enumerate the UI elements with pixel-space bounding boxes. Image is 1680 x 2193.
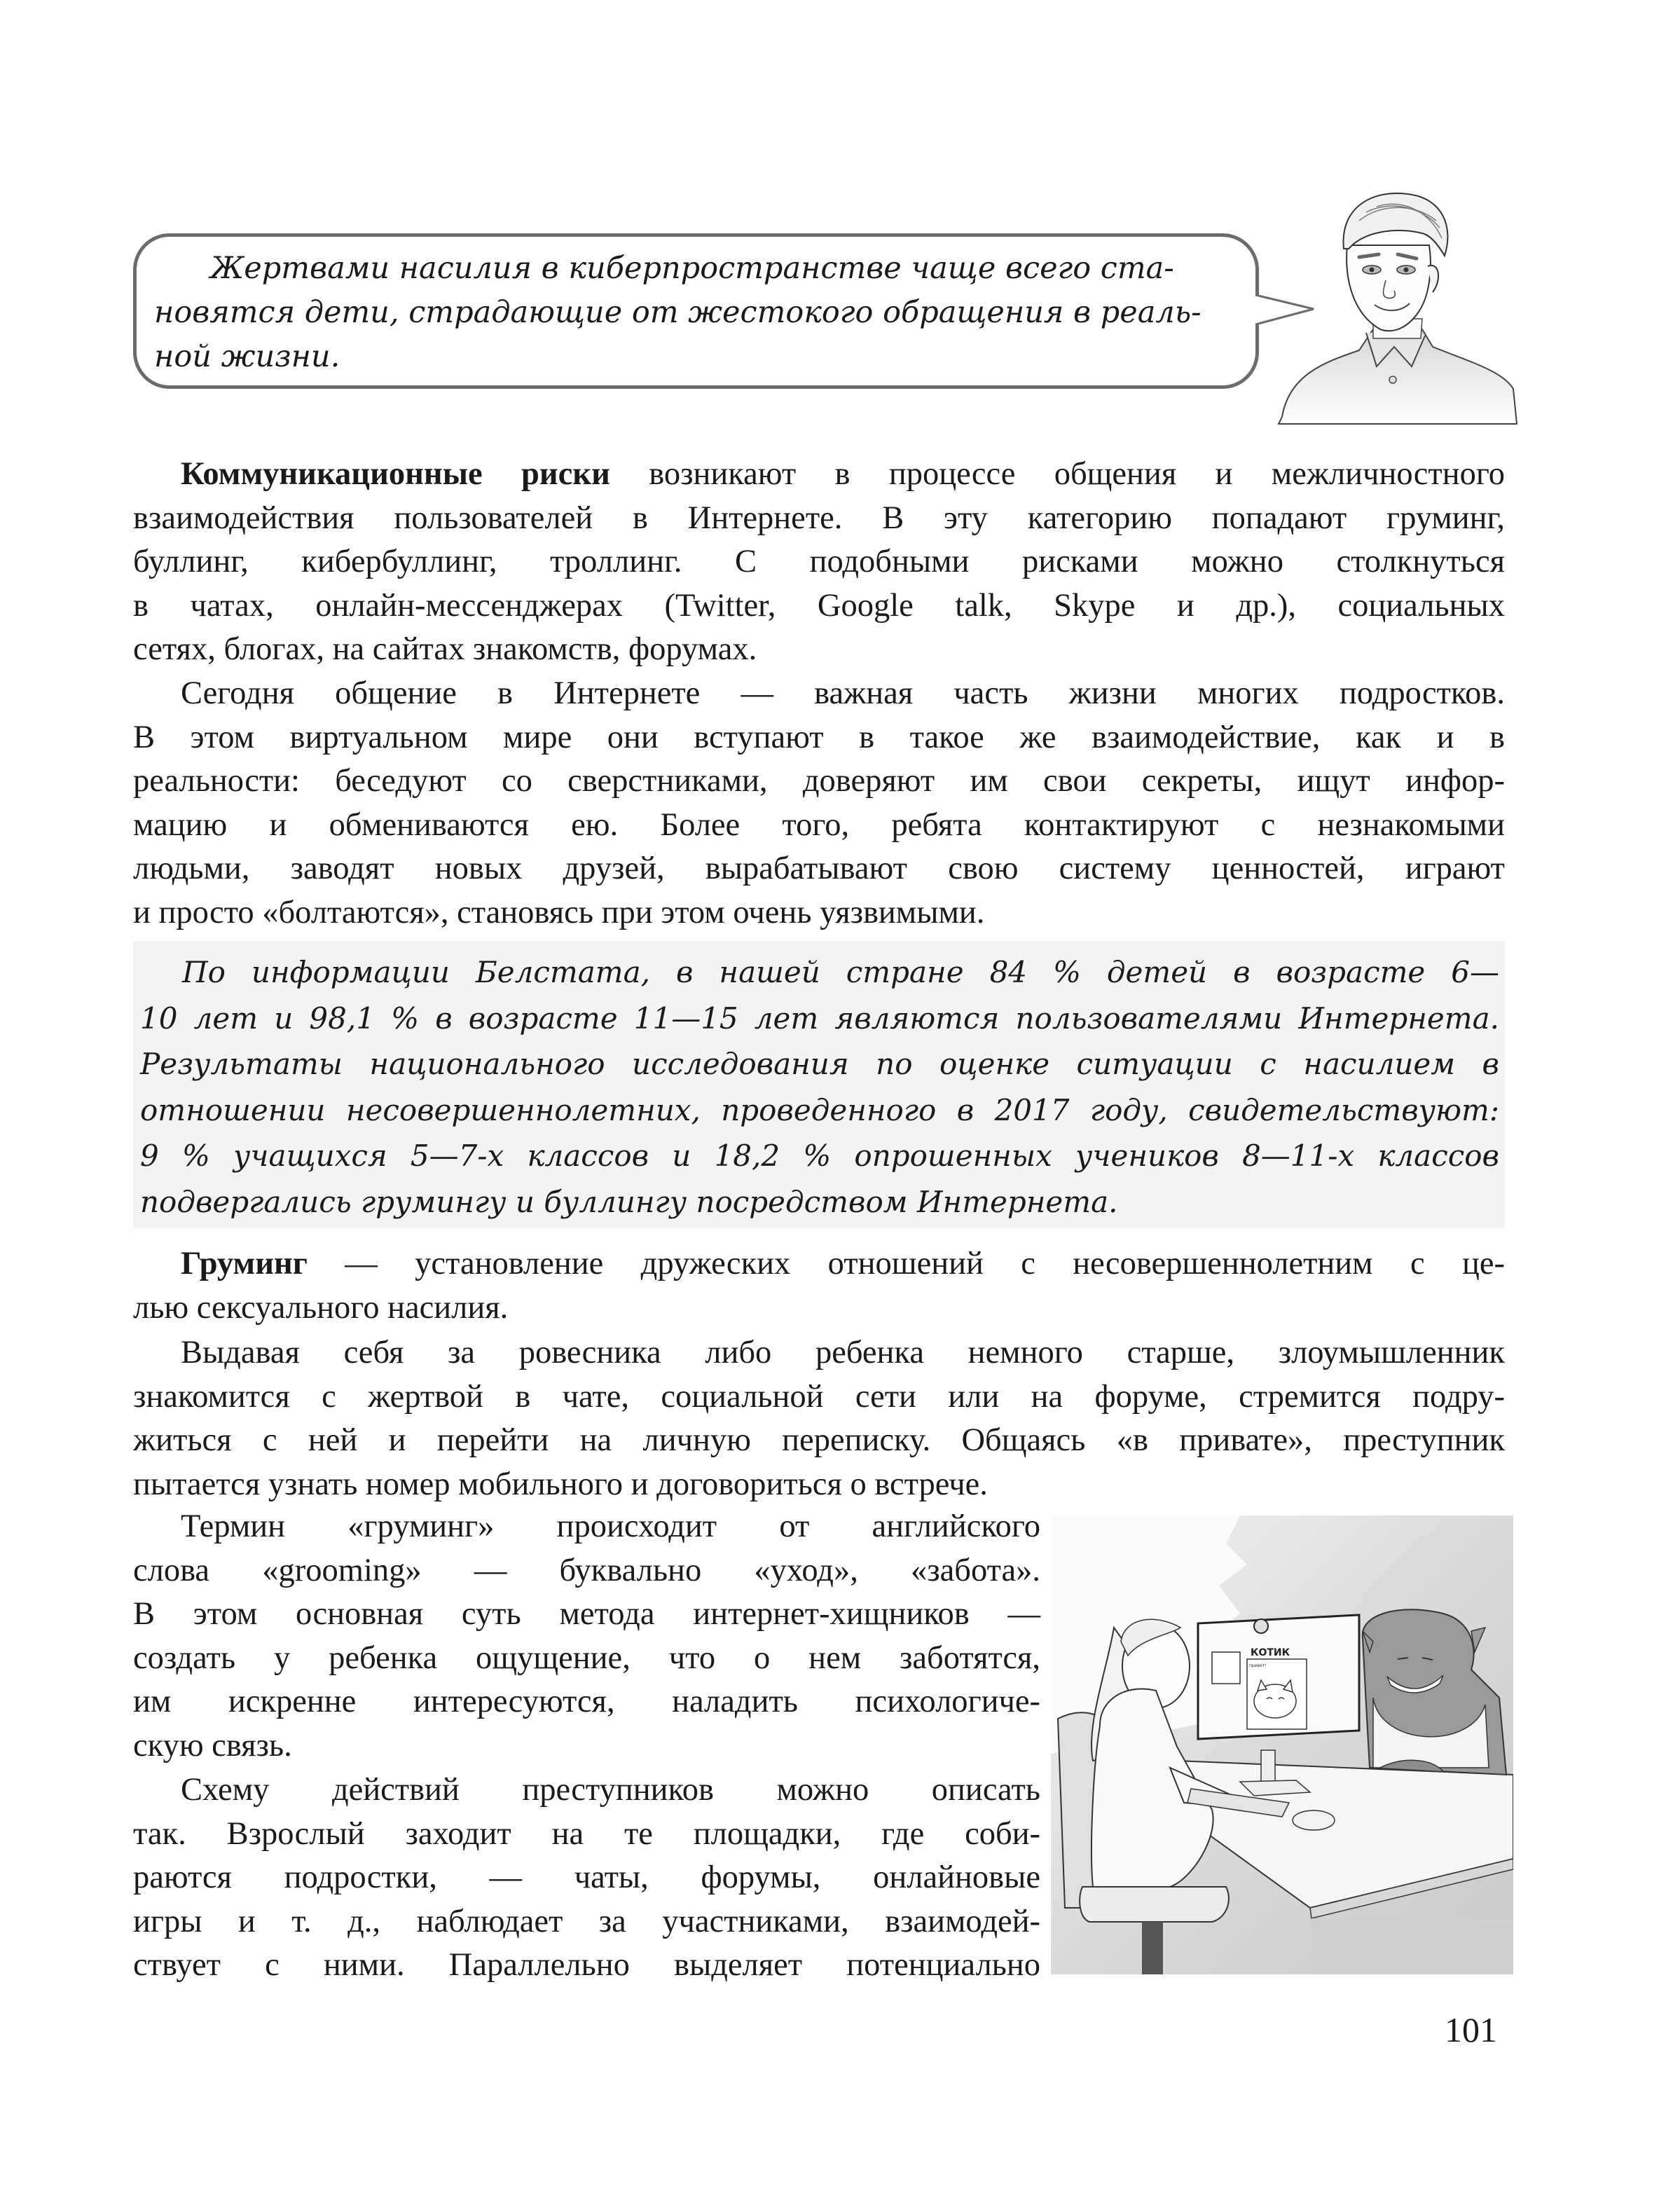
speech-bubble-text (154, 247, 1237, 379)
text-line: Груминг — установление дружеских отношений с несовершеннолетним с це- (181, 1246, 1505, 1281)
fact-line: 9 % учащихся 5—7-х классов и 18,2 % опрошенных учеников 8—11-х классов (140, 1139, 1499, 1173)
fact-line: Результаты национального исследования по оценке ситуации с насилием в (140, 1047, 1499, 1081)
text-line: житься с ней и перейти на личную переписку. Общаясь «в привате», преступник (133, 1422, 1505, 1458)
text-line: В этом основная суть метода интернет-хищников — (133, 1596, 1040, 1632)
fact-line: отношении несовершеннолетних, проведенного в 2017 году, свидетельствуют: (140, 1092, 1499, 1127)
text-line: буллинг, кибербуллинг, троллинг. С подобными рисками можно столкнуться (133, 544, 1505, 579)
paragraph-communication-risks (133, 453, 1505, 672)
paragraph-criminal-scheme (133, 1768, 1040, 1988)
text-line: Сегодня общение в Интернете — важная часть жизни многих подростков. (181, 675, 1505, 711)
paragraph-grooming-definition (133, 1242, 1505, 1330)
page-number: 101 (1445, 2010, 1497, 2049)
bubble-line: ной жизни. (154, 339, 340, 374)
bubble-line: новятся дети, страдающие от жестокого обращения в реаль- (154, 295, 1202, 330)
text-line: им искренне интересуются, наладить психологиче- (133, 1684, 1040, 1719)
text-line: пытается узнать номер мобильного и договориться о встрече. (133, 1466, 988, 1502)
term-communication-risks: Коммуникационные риски (181, 456, 610, 492)
text-line: ствует с ними. Параллельно выделяет потенциально (133, 1947, 1040, 1983)
text-line: В этом виртуальном мире они вступают в такое же взаимодействие, как и в (133, 719, 1505, 755)
text-line: сетях, блогах, на сайтах знакомств, форумах. (133, 631, 757, 667)
text-line: взаимодействия пользователей в Интернете. В эту категорию попадают груминг, (133, 500, 1505, 536)
text-line: лью сексуального насилия. (133, 1289, 509, 1326)
fact-line: По информации Белстата, в нашей стране 84 % детей в возрасте 6— (182, 955, 1499, 989)
text-line: Коммуникационные риски возникают в процессе общения и межличностного (181, 456, 1505, 492)
text-line: и просто «болтаются», становясь при этом очень уязвимыми. (133, 894, 985, 930)
text-line: реальности: беседуют со сверстниками, доверяют им свои секреты, ищут инфор- (133, 763, 1505, 799)
text-line: Схему действий преступников можно описать (181, 1772, 1040, 1808)
fact-line: подвергались грумингу и буллингу посредством Интернета. (140, 1184, 1118, 1219)
text-line: так. Взрослый заходит на те площадки, где соби- (133, 1815, 1040, 1852)
statistics-fact-text (140, 949, 1499, 1225)
grooming-scene-illustration (1051, 1515, 1513, 1974)
text-line: в чатах, онлайн-мессенджерах (Twitter, Google talk, Skype и др.), социальных (133, 587, 1505, 624)
text-line: раются подростки, — чаты, форумы, онлайновые (133, 1859, 1040, 1895)
paragraph-grooming-etymology (133, 1505, 1040, 1768)
term-grooming: Груминг (181, 1246, 308, 1281)
grooming-scene-drawing (1051, 1515, 1513, 1974)
bubble-line: Жертвами насилия в киберпространстве чаще всего ста- (210, 251, 1174, 286)
paragraph-predator-tactics (133, 1331, 1505, 1506)
text-line: людьми, заводят новых друзей, вырабатывают свою систему ценностей, играют (133, 851, 1505, 886)
text-line: Выдавая себя за ровесника либо ребенка немного старше, злоумышленник (181, 1335, 1505, 1370)
fact-line: 10 лет и 98,1 % в возрасте 11—15 лет являются пользователями Интернета. (140, 1001, 1499, 1036)
text-line: создать у ребенка ощущение, что о нем заботятся, (133, 1639, 1040, 1676)
text-line: слова «grooming» — буквально «уход», «забота». (133, 1552, 1040, 1588)
text-line: Термин «груминг» происходит от английского (181, 1508, 1040, 1544)
text-line: игры и т. д., наблюдает за участниками, взаимодей- (133, 1903, 1040, 1939)
man-portrait-illustration (1261, 179, 1527, 434)
paragraph-online-communication (133, 672, 1505, 935)
screen-title: КОТИК (1251, 1647, 1290, 1658)
text-line: знакомится с жертвой в чате, социальной сети или на форуме, стремится подру- (133, 1378, 1505, 1415)
screen-message: привет! (1249, 1663, 1267, 1668)
text-line: скую связь. (133, 1727, 292, 1764)
text-line: мацию и обмениваются ею. Более того, ребята контактируют с незнакомыми (133, 806, 1505, 843)
